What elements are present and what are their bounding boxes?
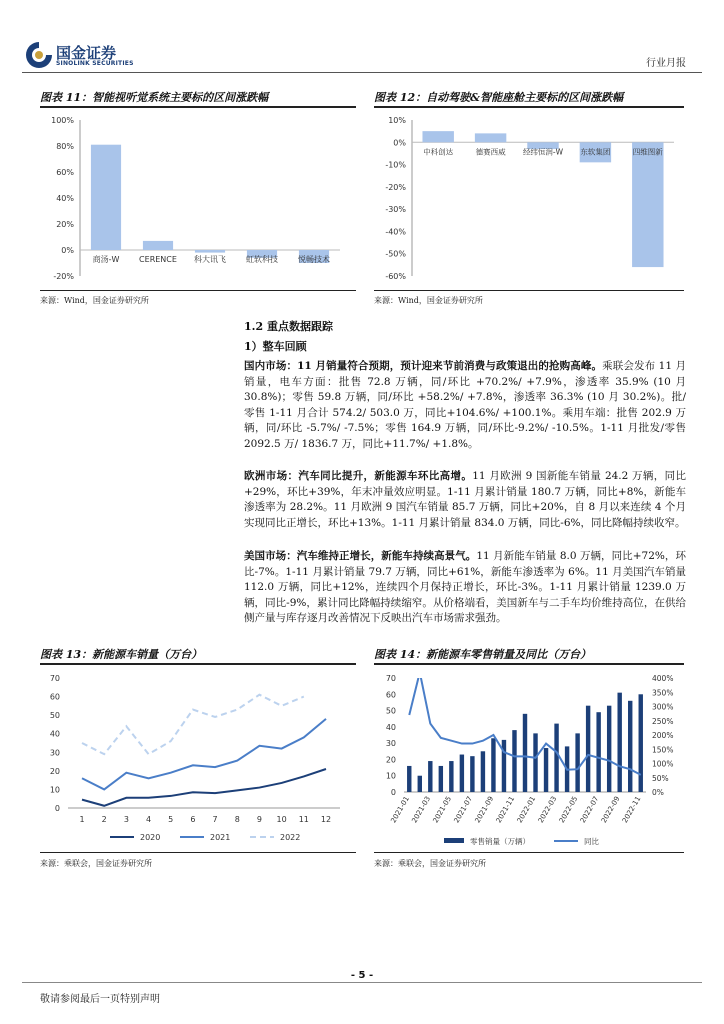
fig14-bar: [596, 712, 600, 792]
fig14-bar: [607, 706, 611, 792]
fig12-category-label: 经纬恒润-W: [522, 147, 564, 157]
footer-divider: [22, 982, 702, 983]
fig13-legend-label: 2021: [210, 833, 231, 842]
fig14-ytick-right-label: 200%: [652, 731, 674, 740]
brand-name-cn: 国金证券: [56, 44, 117, 62]
fig14-bar: [617, 693, 621, 792]
fig12-ytick-label: -40%: [385, 227, 406, 237]
fig14-ytick-left-label: 30: [385, 739, 396, 749]
fig12-category-label: 东软集团: [580, 147, 611, 157]
fig14-ytick-left-label: 20: [385, 755, 396, 765]
fig13-xtick-label: 2: [101, 815, 107, 824]
fig13-legend-label: 2020: [140, 833, 161, 842]
fig12-ytick-label: -50%: [385, 249, 406, 259]
report-type: 行业月报: [646, 58, 686, 69]
fig14-bar: [575, 733, 579, 792]
fig12-ytick-label: 0%: [393, 138, 406, 148]
fig14-xtick-label: 2022-05: [557, 795, 580, 825]
fig11-ytick-label: 80%: [56, 142, 74, 151]
fig13-bottom-rule: [40, 852, 356, 853]
fig11-ytick-label: 60%: [56, 168, 74, 177]
fig14-title: 图表 14：新能源车零售销量及同比（万台）: [374, 648, 592, 661]
fig13-xtick-label: 9: [256, 815, 263, 824]
fig12-top-rule: [374, 106, 684, 108]
fig13-ytick-label: 20: [49, 766, 60, 776]
fig12-chart: [374, 110, 684, 288]
fig12-title: 图表 12：自动驾驶&智能座舱主要标的区间涨跌幅: [374, 91, 624, 104]
fig14-bar: [439, 766, 443, 792]
fig12-ytick-label: -20%: [385, 182, 406, 192]
fig11-ytick-label: 0%: [61, 246, 74, 255]
fig14-ytick-right-label: 50%: [652, 773, 669, 783]
fig14-bar: [418, 776, 422, 792]
fig14-bar: [470, 756, 474, 792]
paragraph-europe: [244, 469, 686, 531]
fig14-ytick-right-label: 250%: [652, 716, 674, 726]
fig14-xtick-label: 2022-09: [599, 795, 622, 825]
fig14-bar: [428, 761, 432, 792]
fig13-xtick-label: 6: [190, 815, 196, 824]
fig12-bar: [632, 142, 663, 267]
fig14-xtick-label: 2022-11: [620, 795, 643, 825]
fig13-source: 来源：乘联会，国金证券研究所: [40, 859, 152, 868]
brand-name-en: SINOLINK SECURITIES: [56, 60, 134, 67]
fig11-ytick-label: 100%: [51, 116, 74, 125]
fig12-ytick-label: -60%: [385, 272, 406, 281]
fig12-category-label: 中科创达: [423, 147, 454, 157]
fig14-bar: [544, 748, 548, 792]
fig11-ytick-label: -20%: [53, 272, 74, 281]
fig14-xtick-label: 2021-09: [473, 795, 496, 825]
fig13-chart: [40, 668, 356, 850]
fig12-bar: [422, 131, 453, 142]
fig14-bar: [460, 755, 464, 792]
fig12-bar: [475, 133, 506, 142]
paragraph-domestic: [244, 359, 686, 452]
fig14-xtick-label: 2021-07: [452, 795, 475, 825]
fig14-bar: [628, 701, 632, 792]
paragraph-domestic-lead: 国内市场：11 月销量符合预期，预计迎来节前消费与政策退出的抢购高峰。: [244, 360, 603, 372]
fig11-ytick-label: 20%: [56, 220, 74, 229]
fig13-ytick-label: 40: [49, 729, 60, 739]
fig11-bar: [195, 250, 225, 253]
fig14-ytick-left-label: 40: [385, 722, 396, 732]
fig13-xtick-label: 10: [276, 815, 287, 824]
fig13-series-line-2022: [82, 695, 304, 754]
fig13-xtick-label: 3: [123, 815, 129, 824]
fig14-xtick-label: 2022-03: [536, 795, 559, 825]
fig14-bar: [491, 738, 495, 792]
fig11-bar: [143, 241, 173, 250]
fig11-ytick-label: 40%: [56, 194, 74, 203]
fig14-ytick-left-label: 50: [385, 706, 396, 716]
fig13-ytick-label: 70: [49, 674, 60, 683]
fig14-ytick-right-label: 400%: [652, 674, 674, 683]
fig11-source: 来源：Wind，国金证券研究所: [40, 296, 149, 305]
fig11-bottom-rule: [40, 290, 356, 291]
fig11-bar: [91, 145, 121, 250]
section-subheading: 1）整车回顾: [244, 340, 307, 353]
paragraph-us: [244, 549, 686, 627]
fig14-bar: [449, 761, 453, 792]
fig14-xtick-label: 2021-03: [410, 795, 433, 825]
brand-emblem-icon: [24, 40, 54, 70]
fig13-ytick-label: 10: [49, 785, 60, 795]
fig14-ytick-right-label: 100%: [652, 759, 674, 769]
fig13-series-line-2021: [82, 719, 326, 790]
paragraph-domestic-body: 乘联会发布 11 月销量，电车方面：批售 72.8 万辆，同/环比 +70.2%/ +7.9%，渗透率 35.9% (10 月 30.8%)；零售 59.8 万辆，同/环比 +58.2%/ +7.8%，渗透率 36.3% (10 月 30.2%)。批/零售 1-11 月合计 574.2/ 503.0 万，同比+104.6%/ +100.1%。乘用车端：批售 202.9 万辆，同/环比 -5.7%/ -7.5%；零售 164.9 万辆，同/环比-9.2%/ -10.5%。1-11 月批发/零售 2092.5 万/ 1836.7 万，同比+11.7%/ +1.8%。: [244, 360, 686, 450]
fig13-xtick-label: 7: [212, 815, 218, 824]
fig11-category-label: 科大讯飞: [194, 255, 226, 264]
paragraph-europe-lead: 欧洲市场：汽车同比提升，新能源车环比高增。: [244, 470, 473, 482]
fig13-series-line-2020: [82, 769, 326, 806]
fig12-bottom-rule: [374, 290, 684, 291]
fig14-xtick-label: 2021-05: [431, 795, 454, 825]
fig12-ytick-label: -10%: [385, 160, 406, 170]
fig14-legend-bar-label: 零售销量（万辆）: [470, 837, 530, 846]
fig12-source: 来源：Wind，国金证券研究所: [374, 296, 483, 305]
fig13-xtick-label: 4: [145, 815, 152, 824]
fig13-ytick-label: 0: [54, 804, 60, 813]
fig13-xtick-label: 8: [234, 815, 240, 824]
fig14-legend-bar-swatch: [444, 838, 464, 843]
fig14-bar: [407, 766, 411, 792]
fig14-ytick-right-label: 0%: [652, 788, 664, 797]
page-number: - 5 -: [350, 970, 374, 981]
fig13-ytick-label: 30: [49, 748, 60, 758]
fig14-bar: [639, 694, 643, 792]
fig14-ytick-left-label: 60: [385, 690, 396, 700]
fig14-ytick-right-label: 150%: [652, 745, 674, 755]
fig14-xtick-label: 2022-07: [578, 795, 601, 825]
fig14-bar: [481, 751, 485, 792]
fig12-category-label: 德赛西威: [475, 147, 506, 157]
fig13-xtick-label: 11: [298, 815, 309, 824]
fig11-top-rule: [40, 106, 356, 108]
fig11-title: 图表 11：智能视听觉系统主要标的区间涨跌幅: [40, 91, 269, 104]
fig13-ytick-label: 60: [49, 692, 60, 702]
paragraph-us-body: 11 月新能车销量 8.0 万辆，同比+72%，环比-7%。1-11 月累计销量 79.7 万辆，同比+61%，新能车渗透率为 6%。11 月美国汽车销量 112.0 万辆，同比+12%，连续四个月保持正增长，环比-3%。1-11 月累计销量 1239.0 万辆，同比-9%，累计同比降幅持续缩窄。从价格端看，美国新车与二手车均价维持高位，在供给侧产量与库存逐月改善情况下反映出汽车市场需求强劲。: [244, 550, 686, 624]
fig13-xtick-label: 12: [320, 815, 332, 824]
fig14-xtick-label: 2021-01: [389, 795, 411, 825]
fig13-ytick-label: 50: [49, 711, 60, 721]
header-divider: [22, 72, 702, 73]
fig14-ytick-right-label: 300%: [652, 702, 674, 712]
fig14-xtick-label: 2021-11: [494, 795, 517, 825]
fig11-category-label: 悦畅技术: [298, 255, 330, 264]
fig12-ytick-label: 10%: [388, 116, 406, 125]
fig14-ytick-left-label: 70: [385, 674, 396, 683]
fig14-top-rule: [374, 663, 684, 665]
fig14-bar: [512, 730, 516, 792]
fig13-top-rule: [40, 663, 356, 665]
disclaimer-note: 敬请参阅最后一页特别声明: [40, 994, 160, 1005]
fig14-legend-line-label: 同比: [584, 837, 599, 846]
fig13-legend-label: 2022: [280, 833, 301, 842]
fig14-xtick-label: 2022-01: [515, 795, 538, 825]
fig14-ytick-left-label: 10: [385, 771, 396, 781]
fig14-bar: [533, 733, 537, 792]
fig11-chart: [40, 110, 356, 288]
fig12-ytick-label: -30%: [385, 205, 406, 215]
fig13-xtick-label: 1: [79, 815, 85, 824]
fig14-ytick-right-label: 350%: [652, 688, 674, 698]
fig14-ytick-left-label: 0: [390, 788, 396, 797]
paragraph-us-lead: 美国市场：汽车维持正增长，新能车持续高景气。: [244, 550, 477, 562]
fig11-category-label: 商汤-W: [92, 255, 120, 264]
fig14-bar: [586, 706, 590, 792]
fig11-category-label: 虹软科技: [246, 255, 278, 264]
fig14-bar: [554, 724, 558, 792]
fig13-xtick-label: 5: [168, 815, 174, 824]
fig11-category-label: CERENCE: [139, 255, 177, 264]
section-heading: 1.2 重点数据跟踪: [244, 320, 333, 333]
fig14-bar: [523, 714, 527, 792]
paragraph-europe-body: 11 月欧洲 9 国新能车销量 24.2 万辆，同比+29%，环比+39%，年末冲量效应明显。1-11 月累计销量 180.7 万辆，同比+8%，新能车渗透率为 28.2%。11 月欧洲 9 国汽车销量 85.7 万辆，同比+20%，自 8 月以来连续 4 个月实现同比正增长，环比+13%。1-11 月累计销量 834.0 万辆，同比-6%，同比降幅持续收窄。: [244, 470, 686, 529]
fig14-source: 来源：乘联会，国金证券研究所: [374, 859, 486, 868]
fig14-chart: [374, 668, 684, 850]
fig12-category-label: 四维图新: [632, 147, 663, 157]
fig14-bottom-rule: [374, 852, 684, 853]
fig13-title: 图表 13：新能源车销量（万台）: [40, 648, 203, 661]
